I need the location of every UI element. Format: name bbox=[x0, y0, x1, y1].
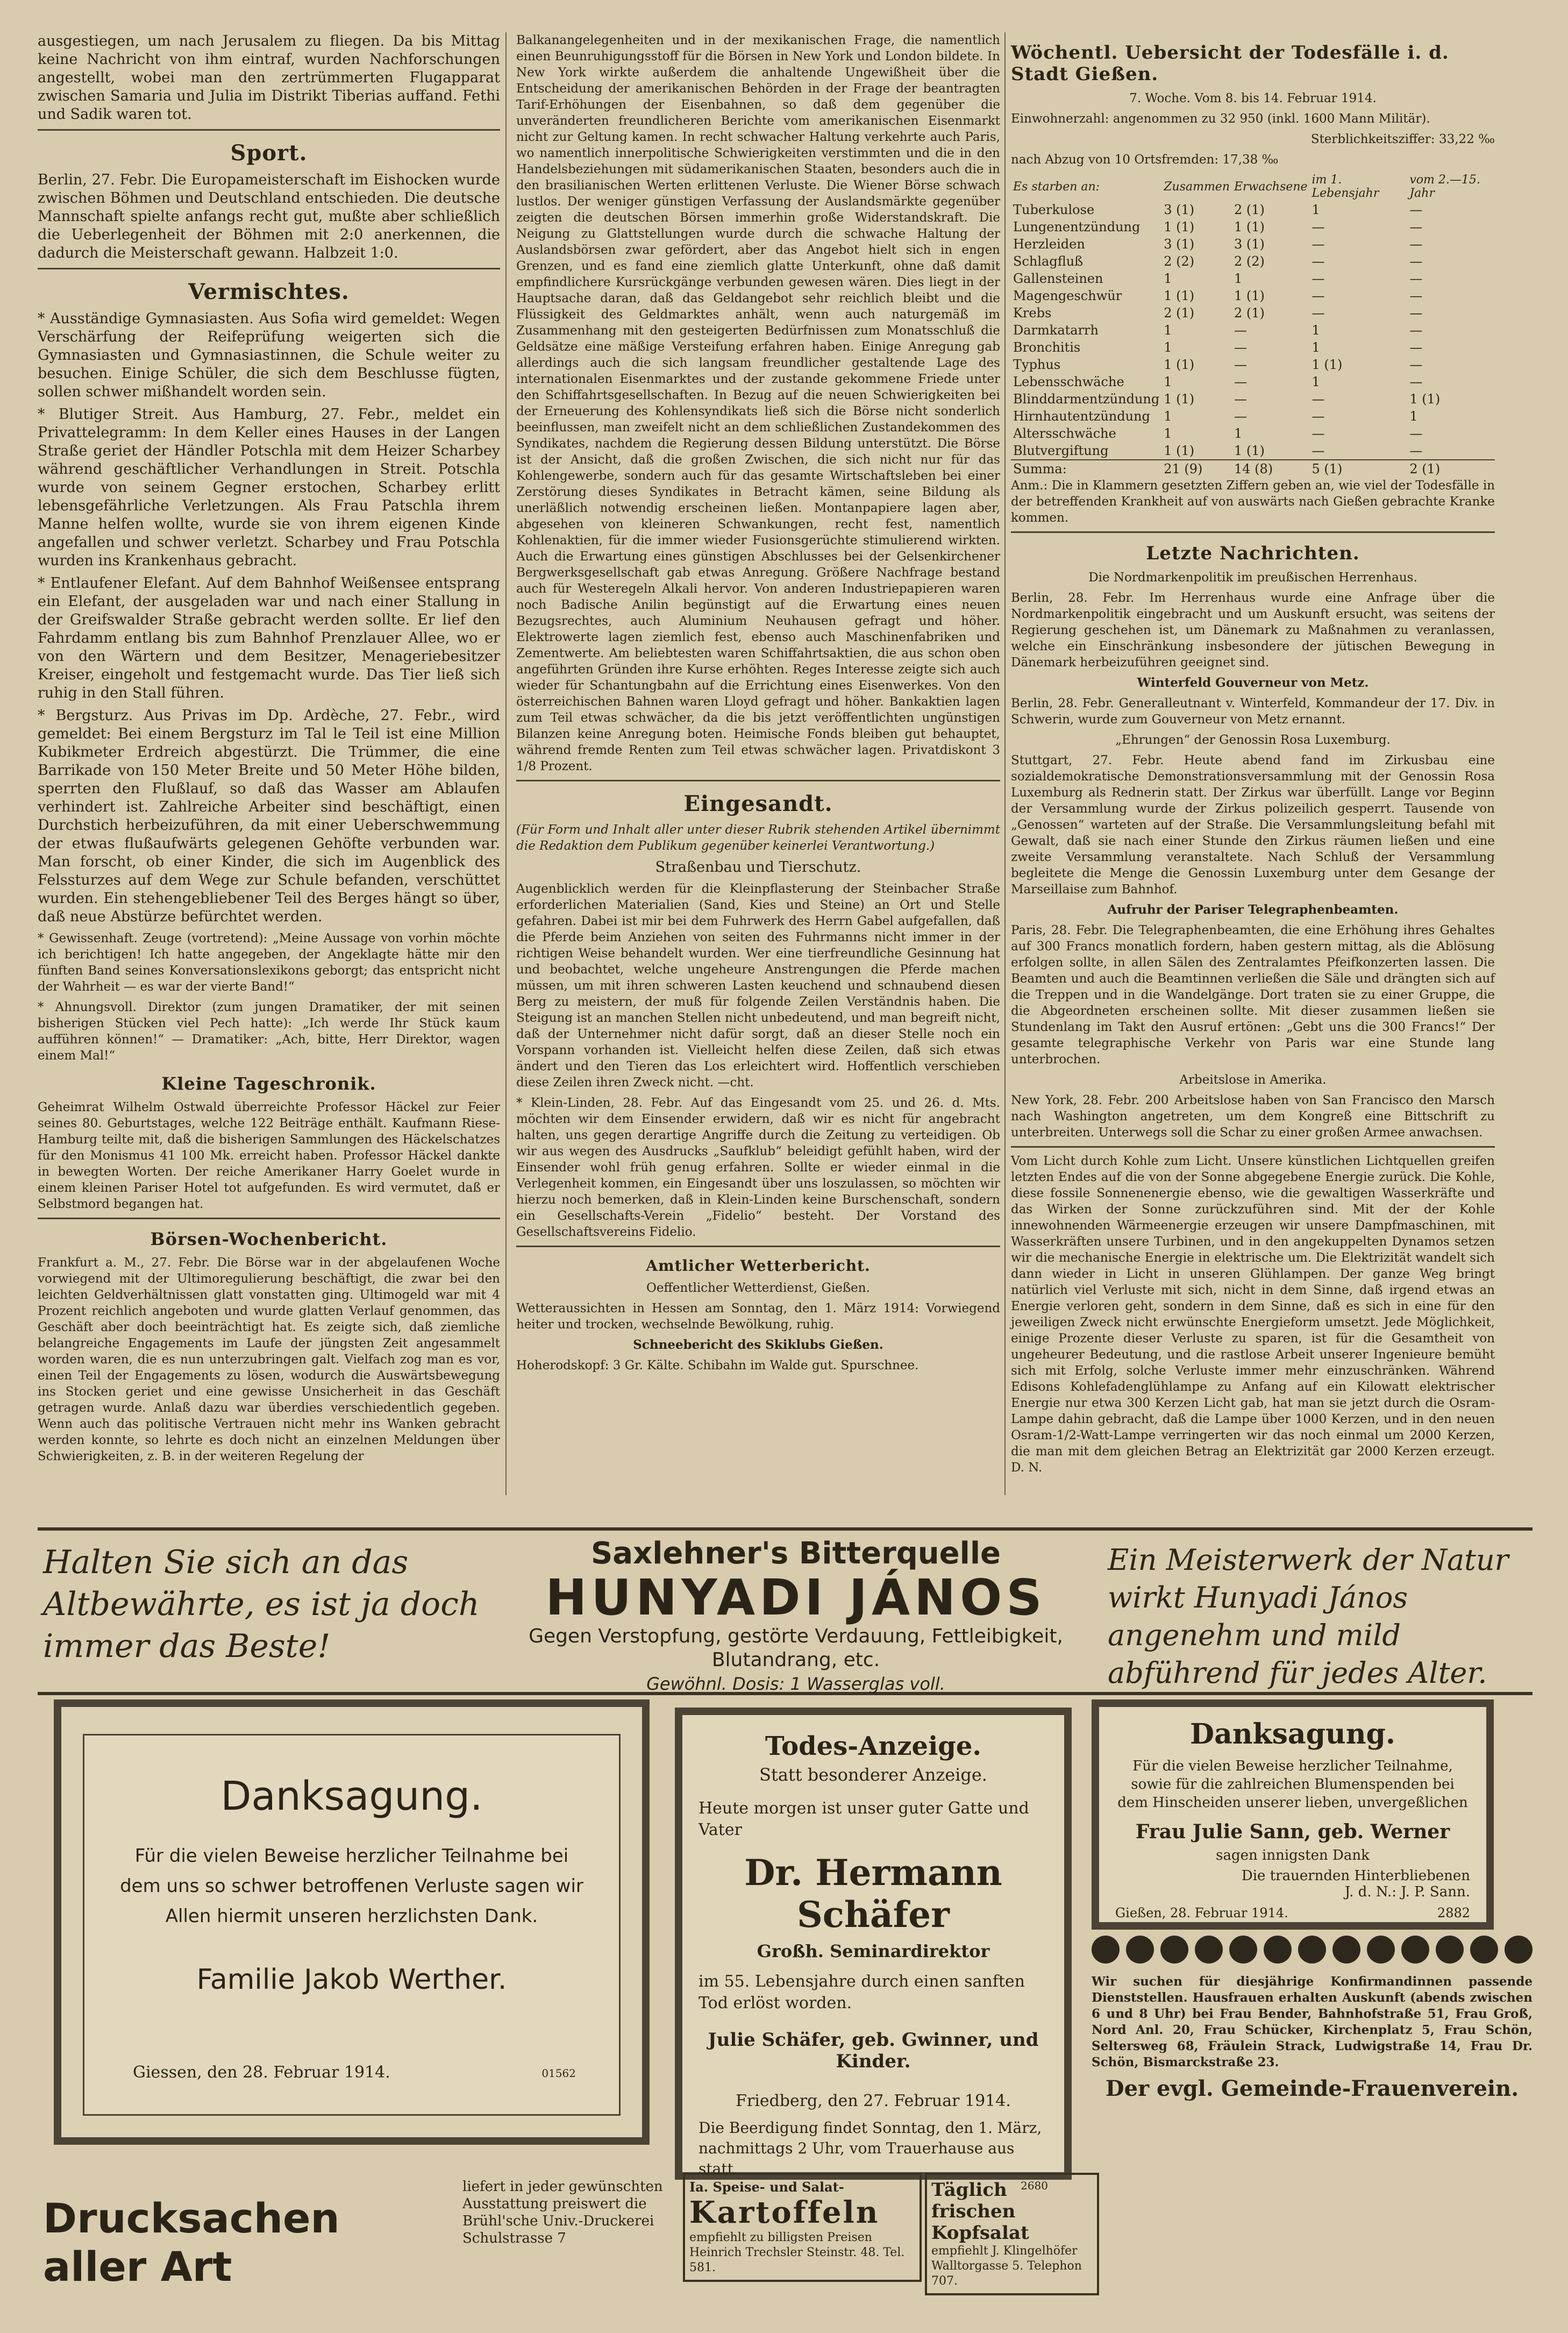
column-middle bbox=[516, 32, 1000, 1378]
divider bbox=[1011, 1146, 1495, 1148]
table-header-cell: Zusammen bbox=[1164, 180, 1230, 194]
danksagung-sann-box bbox=[1092, 1699, 1494, 1930]
kopfsalat-title: Täglich frischen Kopfsalat bbox=[931, 2179, 1029, 2244]
table-cell: 2 (1) bbox=[1234, 202, 1265, 217]
table-cell: 1 bbox=[1312, 340, 1320, 355]
news-subheading: Die Nordmarkenpolitik im preußischen Herrenhaus. bbox=[1088, 571, 1417, 585]
table-header-cell: vom 2.—15. Jahr bbox=[1409, 173, 1480, 200]
table-cell: Hirnhautentzündung bbox=[1013, 409, 1150, 424]
news-subheading: Winterfeld Gouverneur von Metz. bbox=[1137, 675, 1369, 690]
table-cell: — bbox=[1312, 409, 1325, 424]
handwritten-slogan-left: Halten Sie sich an das Altbewährte, es ist ja doch immer das Beste! bbox=[43, 1544, 480, 1665]
table-cell: 1 (1) bbox=[1234, 219, 1265, 234]
table-row bbox=[1011, 287, 1495, 304]
table-cell: 1 bbox=[1164, 323, 1172, 338]
table-cell: Schlagfluß bbox=[1013, 254, 1084, 269]
schnee-paragraph: Hoherodskopf: 3 Gr. Kälte. Schibahn im Walde gut. Spurschnee. bbox=[516, 1358, 919, 1372]
table-row bbox=[1011, 425, 1495, 442]
table-row bbox=[1011, 304, 1495, 322]
decorative-dot-row bbox=[1092, 1933, 1533, 1966]
todesanzeige-date: Friedberg, den 27. Februar 1914. bbox=[736, 2092, 1011, 2110]
table-cell: 1 (1) bbox=[1312, 357, 1343, 372]
table-cell: Blinddarmentzündung bbox=[1013, 392, 1160, 407]
kopfsalat-ad bbox=[925, 2173, 1099, 2295]
chronik-heading: Kleine Tageschronik. bbox=[161, 1073, 376, 1094]
table-cell: 1 (1) bbox=[1164, 288, 1195, 303]
eingesandt-subtitle: Straßenbau und Tierschutz. bbox=[655, 859, 861, 876]
eingesandt-heading: Eingesandt. bbox=[683, 791, 833, 816]
divider bbox=[38, 1218, 500, 1219]
table-cell: — bbox=[1312, 443, 1325, 458]
todesfaelle-heading: Wöchentl. Uebersicht der Todesfälle i. d. Stadt Gießen. bbox=[1011, 42, 1449, 85]
table-cell: — bbox=[1234, 323, 1247, 338]
table-cell: — bbox=[1409, 237, 1423, 252]
table-cell: 2 (2) bbox=[1164, 254, 1195, 269]
table-cell: — bbox=[1312, 426, 1325, 441]
table-cell: — bbox=[1409, 305, 1423, 321]
eingesandt-paragraph: Augenblicklich werden für die Kleinpflasterung der Steinbacher Straße erforderlichen Materialien (Sand, Kies und Steine) an Ort und Stelle gefahren. Dabei ist mir bei dem Fuhrwerk des Herrn Gabel aufgefallen, daß die Pferde beim Anziehen von seiten des Fuhrmanns nicht immer in der richtigen Weise behandelt wurden. Wer eine tierfreundliche Gesinnung hat und beobachtet, welche ungeheure Anstrengungen die Pferde machen müssen, um mit ihren schweren Lasten keuchend und schnaubend diesen Berg zu meistern, der muß für folgende Zeilen Verständnis haben. Die Steigung ist an manchen Stellen nicht unbedeutend, und man begreift nicht, daß der Unternehmer nicht dafür sorgt, daß an dieser Stelle noch ein Vorspann vorhanden ist. Vielleicht helfen diese Zeilen, daß sich etwas ändert und den Tieren das Los erleichtert wird. Hoffentlich verschieben diese Zeilen ihren Zweck nicht. —cht. bbox=[516, 882, 1000, 1090]
wetter-paragraph: Wetteraussichten in Hessen am Sonntag, den 1. März 1914: Vorwiegend heiter und trocken, wechselnde Bewölkung, ruhig. bbox=[516, 1301, 1000, 1332]
news-paragraph: Paris, 28. Febr. Die Telegraphenbeamten, die eine Erhöhung ihres Gehaltes auf 300 Francs monatlich fordern, haben gestern mittag, als die Ablösung erfolgen sollte, in allen Sälen des Zentralamtes Pfeifkonzerten lassen. Die Beamten und auch die Beamtinnen verließen die Säle und drängten sich auf die Treppen und in die Wandelgänge. Dort traten sie zu einer Gruppe, die die Abgeordneten erscheinen sollte. Mit dieser zusammen ließen sie Stundenlang im Takt den Ausruf ertönen: „Gebt uns die 300 Francs!“ Der gesamte telegraphische Verkehr von Paris war eine Stunde lang unterbrochen. bbox=[1011, 923, 1495, 1066]
frauenverein-notice bbox=[1092, 1974, 1533, 2101]
table-cell: — bbox=[1409, 271, 1423, 286]
news-subheading: Arbeitslose in Amerika. bbox=[1179, 1073, 1327, 1087]
table-cell: — bbox=[1409, 443, 1423, 458]
table-cell: Lebensschwäche bbox=[1013, 374, 1124, 389]
ad-code: 01562 bbox=[541, 2067, 576, 2080]
eingesandt-paragraph: * Klein-Linden, 28. Febr. Auf das Eingesandt vom 25. und 26. d. Mts. möchten wir dem Einsender erwidern, daß wir es nicht für angebracht halten, uns gegen derartige Angriffe durch die Zeitung zu verteidigen. Ob wir aus wegen des Ausdrucks „Saufklub“ beleidigt gefühlt haben, wird der Einsender wohl früh genug erfahren. Sollte er wieder einmal in die Verlegenheit kommen, ein Eingesandt über uns loszulassen, so möchten wir hierzu noch bemerken, daß in Klein-Linden keine Burschenschaft, sondern ein Gesellschafts-Verein „Fidelio“ besteht. Der Vorstand des Gesellschaftsvereins Fidelio. bbox=[516, 1096, 1000, 1239]
decorative-dot bbox=[1367, 1936, 1395, 1964]
table-row bbox=[1011, 373, 1495, 390]
divider bbox=[1011, 531, 1495, 533]
hunyadi-title: HUNYADI JÁNOS bbox=[545, 1569, 1046, 1626]
table-row bbox=[1011, 390, 1495, 408]
table-cell: Bronchitis bbox=[1013, 340, 1081, 355]
todesanzeige-role: Großh. Seminardirektor bbox=[757, 1941, 990, 1961]
divider bbox=[38, 268, 500, 269]
table-cell: — bbox=[1312, 288, 1325, 303]
column-right bbox=[1011, 32, 1495, 1480]
kartoffeln-title: Kartoffeln bbox=[689, 2195, 880, 2230]
article-paragraph: * Gewissenhaft. Zeuge (vortretend): „Meine Aussage von vorhin möchte ich berichtigen! Ich hatte angegeben, der Angeklagte hätte mir den fünften Band seines Konversationslexikons geborgt; das entspricht nicht der Wahrheit — es war der vierte Band!“ bbox=[38, 931, 500, 994]
schnee-heading: Schneebericht des Skiklubs Gießen. bbox=[633, 1338, 883, 1352]
danksagung-date: Giessen, den 28. Februar 1914. bbox=[133, 2063, 390, 2082]
table-cell: 1 (1) bbox=[1164, 219, 1195, 234]
handwritten-slogan-right: Ein Meisterwerk der Natur wirkt Hunyadi János angenehm und mild abführend für jedes Alter. bbox=[1108, 1543, 1509, 1690]
danksagung-signature-2: J. d. N.: J. P. Sann. bbox=[1344, 1884, 1470, 1900]
table-cell: 1 (1) bbox=[1164, 392, 1195, 407]
boerse-heading: Börsen-Wochenbericht. bbox=[150, 1229, 388, 1249]
table-cell: — bbox=[1234, 340, 1247, 355]
table-row bbox=[1011, 356, 1495, 373]
table-cell: Gallensteinen bbox=[1013, 271, 1103, 286]
table-cell: 1 bbox=[1312, 202, 1320, 217]
druckerei-title: Drucksachen aller Art bbox=[43, 2194, 340, 2291]
table-cell: Krebs bbox=[1013, 305, 1052, 321]
danksagung-thanks: sagen innigsten Dank bbox=[1216, 1847, 1370, 1863]
table-cell: Magengeschwür bbox=[1013, 288, 1122, 303]
danksagung-werther-inner bbox=[83, 1734, 621, 2116]
table-row bbox=[1011, 408, 1495, 425]
article-paragraph: * Blutiger Streit. Aus Hamburg, 27. Febr., meldet ein Privattelegramm: In dem Keller eines Hauses in der Langen Straße geriet der Händler Potschla mit dem Heizer Scharbey während geschäftlicher Verhandlungen in Streit. Potschla wurde von seinem Gegner erstochen, Scharbey erlitt lebensgefährliche Verletzungen. Als Frau Patschla ihrem Manne helfen wollte, wurde sie von ihrem eigenen Kinde angefallen und schwer verletzt. Scharbey und Frau Potschla wurden ins Krankenhaus gebracht. bbox=[38, 406, 500, 569]
todesfaelle-week: 7. Woche. Vom 8. bis 14. Februar 1914. bbox=[1129, 91, 1377, 105]
table-cell: 1 bbox=[1312, 374, 1320, 389]
decorative-dot bbox=[1470, 1936, 1498, 1964]
table-cell: — bbox=[1312, 305, 1325, 321]
table-cell: Summa: bbox=[1013, 461, 1067, 476]
hunyadi-advertisement bbox=[38, 1527, 1533, 1695]
table-cell: 14 (8) bbox=[1234, 461, 1273, 476]
table-cell: — bbox=[1409, 374, 1423, 389]
divider bbox=[516, 780, 1000, 781]
decorative-dot bbox=[1126, 1936, 1154, 1964]
lead-paragraph: ausgestiegen, um nach Jerusalem zu fliegen. Da bis Mittag keine Nachricht von ihm eintraf, wurden Nachforschungen angestellt, wobei man den zertrümmerten Flugapparat zwischen Samaria und Julia im Distrikt Tiberias auffand. Fethi und Sadik waren tot. bbox=[38, 33, 500, 123]
todesfaelle-population: Einwohnerzahl: angenommen zu 32 950 (inkl. 1600 Mann Militär). bbox=[1011, 112, 1430, 126]
divider bbox=[38, 129, 500, 131]
table-cell: — bbox=[1312, 271, 1325, 286]
table-body bbox=[1011, 201, 1495, 460]
hunyadi-center bbox=[500, 1531, 1092, 1696]
table-row bbox=[1011, 236, 1495, 253]
licht-paragraph: Vom Licht durch Kohle zum Licht. Unsere künstlichen Lichtquellen greifen letzten Endes auf die von der Sonne abgegebene Energie zurück. Die Kohle, diese fossile Sonnenenergie ebenso, wie die gewaltigen Wasserkräfte und das Wirken der Sonne zurückzuführen sind. Mit der der Kohle innewohnenden Wärmeenergie erzeugen wir unsere Dampfmaschinen, mit Wasserkräften unsere Turbinen, und in den angekuppelten Dynamos setzen wir die mechanische Energie in elektrische um. Die Elektrizität wandelt sich dann wieder in Licht in unseren Glühlampen. Der ganze Weg bringt natürlich viel Verluste mit sich, nicht in dem Sinne, daß irgend etwas an Energie verloren geht, sondern in dem Sinne, daß es sich in eine für den jeweiligen Zweck nicht erwünschte Energieform umsetzt. Jede Möglichkeit, einige Prozente dieser Verluste zu sparen, ist für die Gesamtheit von ungeheurer Bedeutung, und die rastlose Arbeit unserer Ingenieure bemüht sich mit Erfolg, solche Verluste immer mehr einzuschränken. Während Edisons Kohlefadenglühlampe zu Anfang auf ein Kilowatt elektrischer Energie nur etwa 300 Kerzen Licht gab, hat man sie jetzt durch die Osram-Lampe dahin gebracht, daß die Lampe über 1000 Kerzen, und in den neuen Osram-1/2-Watt-Lampe verringerten wir das noch einmal um 2000 Kerzen, die man mit dem gleichen Betrag an Elektrizität gar 2000 Kerzen erzeugt. D. N. bbox=[1011, 1154, 1495, 1475]
table-cell: 1 bbox=[1164, 374, 1172, 389]
hunyadi-dosage: Gewöhnl. Dosis: 1 Wasserglas voll. bbox=[646, 1674, 945, 1694]
chronik-paragraph: Geheimrat Wilhelm Ostwald überreichte Professor Häckel zur Feier seines 80. Geburtstages, welche 122 Beiträge enthält. Kaufmann Riese-Hamburg teilte mit, daß die bisherigen Sammlungen des Häckelschatzes für den Monismus 41 100 Mk. erreicht haben. Professor Häckel dankte in bewegten Worten. Der reiche Amerikaner Harry Goelet wurde in einem kleinen Pariser Hotel tot aufgefunden. Es wird vermutet, daß er Selbstmord begangen hat. bbox=[38, 1100, 500, 1211]
todesanzeige-intro: Heute morgen ist unser guter Gatte und Vater bbox=[699, 1799, 1029, 1839]
table-cell: — bbox=[1409, 357, 1423, 372]
danksagung-body: Für die vielen Beweise herzlicher Teilnahme bei dem uns so schwer betroffenen Verluste sagen wir Allen hiermit unseren herzlichsten Dank. bbox=[120, 1845, 583, 1927]
table-header-cell: Erwachsene bbox=[1234, 180, 1308, 194]
todesanzeige-text: im 55. Lebensjahre durch einen sanften Tod erlöst worden. bbox=[699, 1972, 1025, 2012]
table-cell: 1 (1) bbox=[1234, 443, 1265, 458]
decorative-dot bbox=[1195, 1936, 1223, 1964]
boerse-continued: Balkanangelegenheiten und in der mexikanischen Frage, die namentlich einen Beunruhigungsstoff für die Börsen in New York und London bildete. In New York wirkte außerdem die anhaltende Ungewißheit über die Entscheidung der amerikanischen Behörden in der Frage der beantragten Tarif-Erhöhungen der Eisenbahnen, so daß dem gegenüber die unveränderten freundlicheren Berichte vom amerikanischen Eisenmarkt nicht zur Geltung kamen. In recht schwacher Haltung verkehrte auch Paris, wo namentlich innerpolitische Schwierigkeiten verstimmten und die in den Handelsbeziehungen mit südamerikanischen Staaten, besonders auch die in den brasilianischen Werten erlittenen Verluste. Die Wiener Börse schwach lustlos. Der weniger günstigen Verfassung der Auslandsmärkte gegenüber zeigten die deutschen Börsen immerhin große Widerstandskraft. Die Neigung zu Glattstellungen wurde durch die schwache Haltung der Auslandsbörsen zwar gefördert, aber das Angebot hielt sich in engen Grenzen, und es fand eine ziemlich glatte Unterkunft, ohne daß damit empfindlichere Kursrückgänge verbunden gewesen wären. Dies liegt in der Hauptsache daran, daß das Geldangebot sehr reichlich bleibt und die Flüssigkeit des Geldmarktes anhält, wenn auch naturgemäß im Zusammenhang mit den gesteigerten Bedürfnissen zum Monatsschluß die Geldsätze eine mäßige Versteifung erfahren haben. Einige Anregung gab allerdings auch die sich langsam freundlicher gestaltende Lage des internationalen Eisenmarktes und der zustande gekommene Friede unter den Schiffahrtsgesellschaften. In Bezug auf die neuen Schwierigkeiten bei der Erneuerung des Kohlensyndikats ließ sich die Börse nicht sonderlich beeinflussen, man zweifelt nicht an dem schließlichen Zustandekommen des Syndikates, nachdem die Regierung dessen Bildung unterstützt. Die Börse ist der Ansicht, daß die großen Zwischen, die sich nicht nur für das Kohlengewerbe, sondern auch für das gesamte Wirtschaftsleben bei einer Zerstörung dieses Syndikates in Betracht kämen, seine Bildung als unerläßlich notwendig erscheinen ließen. Montanpapiere lagen aber, abgesehen von kleineren Schwankungen, recht fest, namentlich Kohlenaktien, für die immer wieder Fusionsgerüchte stimulierend wirkten. Auch die Erwartung eines günstigen Abschlusses bei der Gelsenkirchener Bergwerksgesellschaft gab etwas Anregung. Größere Nachfrage bestand auch für Westeregeln Alkali hervor. Von anderen Industriepapieren waren noch Badische Anilin begünstigt auf die Erwartung eines neuen Bezugsrechtes, auch Aluminium Neuhausen gefragt und höher. Elektrowerte lagen ziemlich fest, ebenso auch Maschinenfabriken und Zementwerte. Am beliebtesten waren Schiffahrtsaktien, die aus schon oben angeführten Gründen ihre Kurse erhöhten. Reges Interesse zeigte sich auch wieder für Schantungbahn auf die Errichtung eines Eisenwerkes. Von den österreichischen Bahnen waren Lloyd gefragt und höher. Bankaktien lagen zum Teil etwas schwächer, da die bis jetzt veröffentlichten ungünstigen Bilanzen keine Anregung boten. Heimische Fonds bleiben gut behauptet, während fremde Renten zum Teil etwas schwächer lagen. Privatdiskont 3 1/8 Prozent. bbox=[516, 33, 1000, 773]
table-row bbox=[1011, 270, 1495, 287]
todesanzeige-family: Julie Schäfer, geb. Gwinner, und Kinder. bbox=[708, 2029, 1039, 2072]
decorative-dot bbox=[1505, 1936, 1533, 1964]
todesanzeige-name: Dr. Hermann Schäfer bbox=[744, 1852, 1002, 1936]
divider bbox=[516, 1246, 1000, 1247]
sport-heading: Sport. bbox=[230, 140, 308, 166]
todesfaelle-note: Anm.: Die in Klammern gesetzten Ziffern geben an, wie viel der Todesfälle in der betreffenden Krankheit auf von auswärts nach Gießen gebrachte Kranke kommen. bbox=[1011, 479, 1495, 525]
table-cell: — bbox=[1409, 219, 1423, 234]
table-cell: 1 (1) bbox=[1409, 392, 1441, 407]
wetter-subtitle: Oeffentlicher Wetterdienst, Gießen. bbox=[646, 1281, 870, 1295]
news-paragraph: Berlin, 28. Febr. Generalleutnant v. Winterfeld, Kommandeur der 17. Div. in Schwerin, wurde zum Gouverneur von Metz ernannt. bbox=[1011, 696, 1495, 727]
table-row bbox=[1011, 218, 1495, 236]
table-cell: 2 (2) bbox=[1234, 254, 1265, 269]
table-cell: 1 bbox=[1164, 426, 1172, 441]
table-cell: Darmkatarrh bbox=[1013, 323, 1099, 338]
kartoffeln-body: empfiehlt zu billigsten Preisen Heinrich Trechsler Steinstr. 48. Tel. 581. bbox=[689, 2231, 905, 2274]
danksagung-sann-content bbox=[1115, 1718, 1470, 1921]
decorative-dot bbox=[1092, 1936, 1120, 1964]
danksagung-heading: Danksagung. bbox=[220, 1773, 483, 1819]
table-cell: — bbox=[1409, 340, 1423, 355]
table-cell: — bbox=[1409, 288, 1423, 303]
frauenverein-name: Der evgl. Gemeinde-Frauenverein. bbox=[1105, 2076, 1519, 2101]
table-cell: — bbox=[1409, 323, 1423, 338]
table-cell: 21 (9) bbox=[1164, 461, 1203, 476]
table-cell: — bbox=[1312, 254, 1325, 269]
table-cell: 5 (1) bbox=[1312, 461, 1343, 476]
table-cell: 2 (1) bbox=[1409, 461, 1441, 476]
danksagung-werther-box bbox=[54, 1699, 650, 2145]
table-cell: 1 bbox=[1164, 340, 1172, 355]
table-cell: Herzleiden bbox=[1013, 237, 1085, 252]
table-sum-row bbox=[1011, 460, 1495, 478]
table-header-cell: im 1. Lebensjahr bbox=[1312, 173, 1379, 200]
news-subheading: Aufruhr der Pariser Telegraphenbeamten. bbox=[1107, 902, 1399, 917]
table-row bbox=[1011, 442, 1495, 460]
article-paragraph: * Entlaufener Elefant. Auf dem Bahnhof Weißensee entsprang ein Elefant, der ausgeladen war und nach einer Stallung in der Greifswalder Straße gebracht werden sollte. Er lief den Fahrdamm entlang bis zum Bahnhof Prenzlauer Allee, wo er von den Wärtern und dem Besitzer, Menageriebesitzer Kreiser, eingeholt und festgemacht wurde. Das Tier ließ sich ruhig in den Stall führen. bbox=[38, 575, 500, 701]
wetter-heading: Amtlicher Wetterbericht. bbox=[646, 1257, 871, 1275]
druckerei-body: liefert in jeder gewünschten Ausstattung preiswert die Brühl'sche Univ.-Druckerei Schulstrasse 7 bbox=[462, 2179, 663, 2246]
table-cell: 3 (1) bbox=[1164, 237, 1195, 252]
danksagung-signature: Familie Jakob Werther. bbox=[196, 1964, 507, 1996]
article-paragraph: * Bergsturz. Aus Privas im Dp. Ardèche, 27. Febr., wird gemeldet: Bei einem Bergsturz im Tal le Teil ist eine Million Kubikmeter Erdreich abgestürzt. Die Trümmer, die eine Barrikade von 150 Meter Breite und 50 Meter Höhe bilden, sperrten den Flußlauf, so daß das Wasser am Ablaufen verhindert ist. Zahlreiche Arbeiter sind beschäftigt, einen Durchstich herbeizuführen, da mit einer Ueberschwemmung der etwas flußaufwärts gelegenen Gehöfte verbunden war. Man forscht, ob einer Kinder, die sich im Augenblick des Felssturzes auf dem Wege zur Schule befanden, verschüttet wurden. Ein stehengebliebener Teil des Berges hängt so über, daß neue Abstürze befürchtet werden. bbox=[38, 707, 500, 925]
kopfsalat-body: empfiehlt J. Klingelhöfer Walltorgasse 5. Telephon 707. bbox=[931, 2244, 1082, 2288]
table-row bbox=[1011, 201, 1495, 218]
table-cell: 1 bbox=[1234, 426, 1243, 441]
todesanzeige-heading: Todes-Anzeige. bbox=[765, 1731, 982, 1761]
news-paragraph: New York, 28. Febr. 200 Arbeitslose haben von San Francisco den Marsch nach Washington angetreten, um dem Kongreß eine Bittschrift zu unterbreiten. Unterwegs soll die Schar zu einer großen Armee anwachsen. bbox=[1011, 1093, 1495, 1140]
vermischtes-heading: Vermischtes. bbox=[188, 279, 350, 304]
danksagung-name: Frau Julie Sann, geb. Werner bbox=[1135, 1820, 1450, 1843]
article-paragraph: * Ahnungsvoll. Direktor (zum jungen Dramatiker, der mit seinen bisherigen Stücken viel Pech hatte): „Ich werde Ihr Stück kaum aufführen können!“ — Dramatiker: „Ach, bitte, Herr Direktor, wagen einem Mal!“ bbox=[38, 1000, 500, 1063]
decorative-dot bbox=[1264, 1936, 1292, 1964]
hunyadi-brand: Saxlehner's Bitterquelle bbox=[590, 1536, 1001, 1571]
danksagung-heading: Danksagung. bbox=[1189, 1718, 1396, 1751]
table-row bbox=[1011, 322, 1495, 339]
table-cell: — bbox=[1312, 392, 1325, 407]
table-cell: 2 (1) bbox=[1234, 305, 1265, 321]
table-row bbox=[1011, 339, 1495, 356]
table-cell: — bbox=[1234, 357, 1247, 372]
table-cell: 1 bbox=[1164, 409, 1172, 424]
table-cell: Tuberkulose bbox=[1013, 202, 1095, 217]
news-paragraph: Stuttgart, 27. Febr. Heute abend fand im Zirkusbau eine sozialdemokratische Demonstrationsversammlung mit der Genossin Rosa Luxemburg als Rednerin statt. Der Zirkus war überfüllt. Lange vor Beginn der Versammlung wurde der Zirkus polizeilich gesperrt. Tausende von „Genossen“ warteten auf der Straße. Die Versammlungsleitung befahl mit Gewalt, daß sie nach einer Stunde den Zirkus räumen ließen und eine zweite Versammlung veranstaltete. Nach Schluß der Versammlung begleitete die Menge die Genossin Luxemburg unter dem Gesange der Marseillaise zum Bahnhof. bbox=[1011, 753, 1495, 897]
table-cell: 1 bbox=[1312, 323, 1320, 338]
column-rule bbox=[505, 32, 507, 1495]
sport-paragraph: Berlin, 27. Febr. Die Europameisterschaft im Eishocken wurde zwischen Böhmen und Deutschland entschieden. Die deutsche Mannschaft spielte anfangs recht gut, mußte aber schließlich die Ueberlegenheit der Böhmen mit 2:0 anerkennen, die dadurch die Meisterschaft gewann. Halbzeit 1:0. bbox=[38, 172, 500, 261]
decorative-dot bbox=[1298, 1936, 1326, 1964]
table-cell: Lungenentzündung bbox=[1013, 219, 1141, 234]
table-cell: — bbox=[1409, 254, 1423, 269]
table-cell: — bbox=[1234, 409, 1247, 424]
table-header-cell: Es starben an: bbox=[1013, 180, 1100, 194]
todesfaelle-table bbox=[1011, 172, 1495, 478]
ad-code: 2882 bbox=[1437, 1905, 1470, 1921]
danksagung-body: Für die vielen Beweise herzlicher Teilnahme, sowie für die zahlreichen Blumenspenden bei dem Hinscheiden unserer lieben, unvergeßlichen bbox=[1117, 1758, 1468, 1811]
table-cell: — bbox=[1409, 202, 1423, 217]
danksagung-date: Gießen, 28. Februar 1914. bbox=[1115, 1905, 1288, 1921]
boerse-paragraph: Frankfurt a. M., 27. Febr. Die Börse war in der abgelaufenen Woche vorwiegend mit der Ultimoregulierung beschäftigt, die zwar bei den leichten Geldverhältnissen glatt vonstatten ging. Ultimogeld war mit 4 Prozent reichlich angeboten und wurde glatten Verlauf genommen, das Geschäft aber doch beeinträchtigt hat. Es zeigte sich, daß ziemliche belangreiche Engagements im Laufe der jüngsten Zeit angesammelt worden waren, die es nun unterzubringen galt. Vielfach zog man es vor, einen Teil der Engagements zu lösen, wodurch die Auswärtsbewegung ins Stocken geriet und eine gewisse Unsicherheit in das Geschäft getragen wurde. Anlaß dazu war überdies verschiedentlich gegeben. Wenn auch das politische Vertrauen nicht mehr ins Wanken gebracht werden konnte, so lehrte es doch nicht an einzelnen Meldungen über Schwierigkeiten, z. B. in der weiteren Regelung der bbox=[38, 1256, 500, 1463]
eingesandt-note: (Für Form und Inhalt aller unter dieser Rubrik stehenden Artikel übernimmt die Redaktion dem Publikum gegenüber keinerlei Verantwortung.) bbox=[516, 823, 1000, 853]
decorative-dot bbox=[1436, 1936, 1464, 1964]
column-left bbox=[38, 32, 500, 1469]
table-cell: Altersschwäche bbox=[1013, 426, 1116, 441]
table-header bbox=[1011, 172, 1495, 201]
decorative-dot bbox=[1229, 1936, 1257, 1964]
table-cell: 1 (1) bbox=[1164, 443, 1195, 458]
table-cell: — bbox=[1409, 426, 1423, 441]
table-cell: 1 bbox=[1234, 271, 1243, 286]
danksagung-signature: Die trauernden Hinterbliebenen bbox=[1241, 1868, 1470, 1884]
column-rule bbox=[1004, 32, 1006, 1495]
todesanzeige-subheading: Statt besonderer Anzeige. bbox=[759, 1765, 987, 1785]
table-cell: 1 bbox=[1164, 271, 1172, 286]
news-subheading: „Ehrungen“ der Genossin Rosa Luxemburg. bbox=[1115, 733, 1391, 747]
table-cell: — bbox=[1234, 392, 1247, 407]
hunyadi-description: Gegen Verstopfung, gestörte Verdauung, Fettleibigkeit, Blutandrang, etc. bbox=[529, 1625, 1063, 1671]
decorative-dot bbox=[1332, 1936, 1360, 1964]
table-cell: 1 (1) bbox=[1234, 288, 1265, 303]
news-heading: Letzte Nachrichten. bbox=[1146, 543, 1360, 564]
decorative-dot bbox=[1160, 1936, 1188, 1964]
article-paragraph: * Ausständige Gymnasiasten. Aus Sofia wird gemeldet: Wegen Verschärfung der Reifeprüfung weigerten sich die Gymnasiasten und Gymnasiastinnen, die Schule weiter zu besuchen. Einige Schüler, die sich dem Beschlusse fügten, sollen schwer mißhandelt worden sein. bbox=[38, 310, 500, 400]
kartoffeln-top: Ia. Speise- und Salat- bbox=[689, 2179, 844, 2195]
todesfaelle-rate-adjusted: nach Abzug von 10 Ortsfremden: 17,38 ‰ bbox=[1011, 153, 1279, 167]
todesanzeige-burial: Die Beerdigung findet Sonntag, den 1. März, nachmittags 2 Uhr, vom Trauerhause aus statt. bbox=[699, 2119, 1042, 2178]
danksagung-footer bbox=[1115, 1905, 1470, 1921]
decorative-dot bbox=[1401, 1936, 1429, 1964]
ad-code: 2680 bbox=[1021, 2179, 1048, 2192]
table-cell: Typhus bbox=[1013, 357, 1061, 372]
table-row bbox=[1011, 253, 1495, 270]
table-cell: 1 (1) bbox=[1164, 357, 1195, 372]
table-cell: 2 (1) bbox=[1164, 305, 1195, 321]
table-cell: — bbox=[1312, 237, 1325, 252]
todesfaelle-rate: Sterblichkeitsziffer: 33,22 ‰ bbox=[1310, 132, 1495, 146]
table-cell: 1 bbox=[1409, 409, 1418, 424]
frauenverein-body: Wir suchen für diesjährige Konfirmandinnen passende Dienststellen. Hausfrauen erhalten Auskunft (abends zwischen 6 und 8 Uhr) bei Frau Bender, Bahnhofstraße 51, Frau Groß, Nord Anl. 20, Frau Schücker, Kirchenplatz 5, Frau Schön, Seltersweg 68, Fräulein Strack, Ludwigstraße 14, Frau Dr. Schön, Bismarckstraße 23. bbox=[1092, 1974, 1533, 2069]
news-paragraph: Berlin, 28. Febr. Im Herrenhaus wurde eine Anfrage über die Nordmarkenpolitik eingebracht und um Auskunft ersucht, was seitens der Regierung geschehen ist, um Dänemark zu Maßnahmen zu veranlassen, welche ein Einschränkung insbesondere der jütischen Bewegung in Dänemark herbeizuführen geeignet sind. bbox=[1011, 591, 1495, 670]
todesanzeige-content bbox=[699, 1731, 1048, 2192]
kartoffeln-ad bbox=[683, 2173, 922, 2282]
table-cell: — bbox=[1312, 219, 1325, 234]
table-cell: Blutvergiftung bbox=[1013, 443, 1109, 458]
table-cell: 3 (1) bbox=[1164, 202, 1195, 217]
table-cell: 3 (1) bbox=[1234, 237, 1265, 252]
table-cell: — bbox=[1234, 374, 1247, 389]
